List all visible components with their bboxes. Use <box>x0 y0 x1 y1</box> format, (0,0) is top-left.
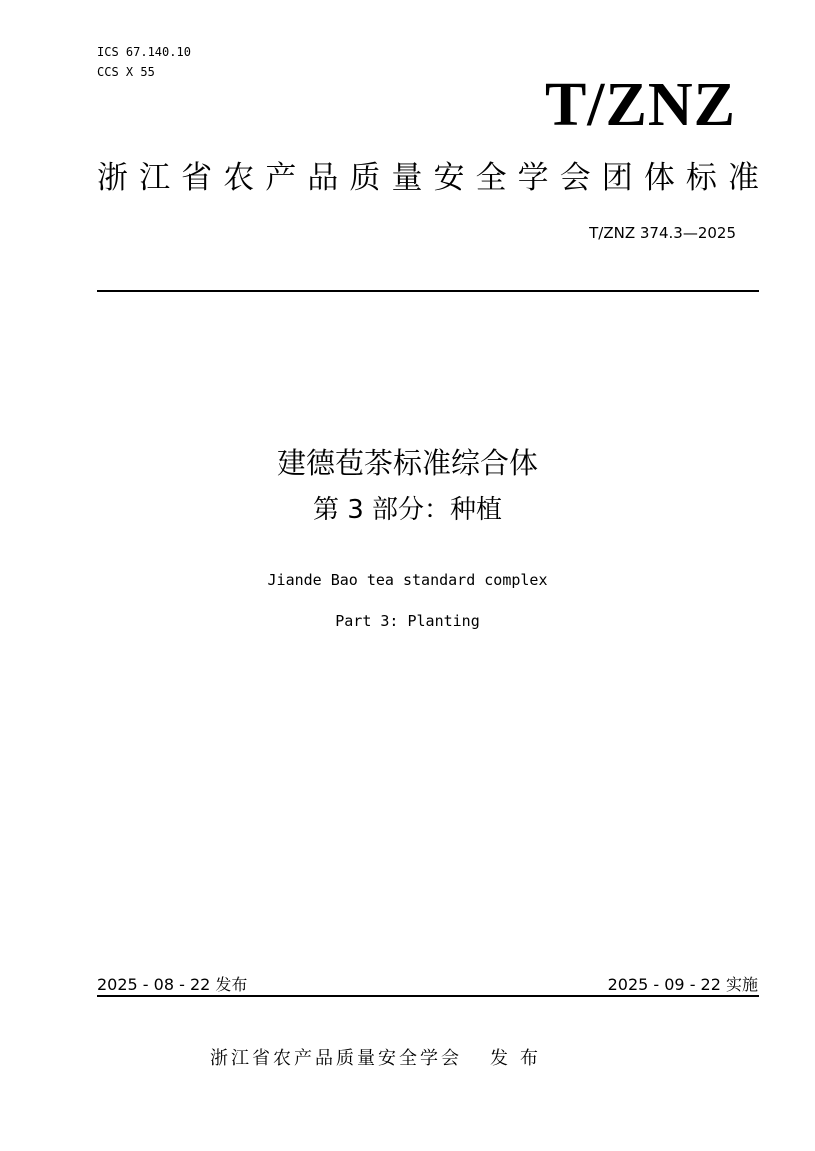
org-title-char: 农 <box>223 160 255 196</box>
publisher-line <box>210 1046 550 1072</box>
title-english-main: Jiande Bao tea standard complex <box>267 571 548 589</box>
title-english-part: Part 3: Planting <box>335 612 480 630</box>
org-title-char: 产 <box>265 160 297 196</box>
standard-number: T/ZNZ 374.3—2025 <box>589 224 736 242</box>
org-title-char: 省 <box>181 160 213 196</box>
org-title-char: 全 <box>475 160 507 196</box>
footer-divider <box>97 995 759 997</box>
effective-date: 2025 - 09 - 22 实施 <box>607 975 758 994</box>
publisher-name: 浙江省农产品质量安全学会 <box>210 1048 462 1069</box>
standard-logo: T/ZNZ <box>544 71 736 139</box>
org-title-char: 会 <box>559 160 591 196</box>
publisher-suffix: 发布 <box>490 1048 550 1069</box>
title-chinese-main: 建德苞茶标准综合体 <box>276 446 538 480</box>
organization-standard-title <box>97 156 759 200</box>
title-chinese-part: 第 3 部分：种植 <box>312 495 503 525</box>
org-title-char: 学 <box>517 160 549 196</box>
org-title-char: 准 <box>727 160 759 196</box>
org-title-char: 安 <box>433 160 465 196</box>
classification-codes <box>97 42 191 82</box>
org-title-char: 质 <box>349 160 381 196</box>
org-title-char: 江 <box>139 160 171 196</box>
org-title-char: 浙 <box>97 160 128 196</box>
header-divider <box>97 290 759 292</box>
org-title-char: 标 <box>685 160 717 196</box>
publish-date: 2025 - 08 - 22 发布 <box>97 975 248 994</box>
ics-code: ICS 67.140.10 <box>97 45 191 59</box>
org-title-char: 量 <box>391 160 423 196</box>
org-title-char: 体 <box>643 160 675 196</box>
org-title-char: 品 <box>307 160 339 196</box>
org-title-char: 团 <box>601 160 633 196</box>
ccs-code: CCS X 55 <box>97 65 155 79</box>
